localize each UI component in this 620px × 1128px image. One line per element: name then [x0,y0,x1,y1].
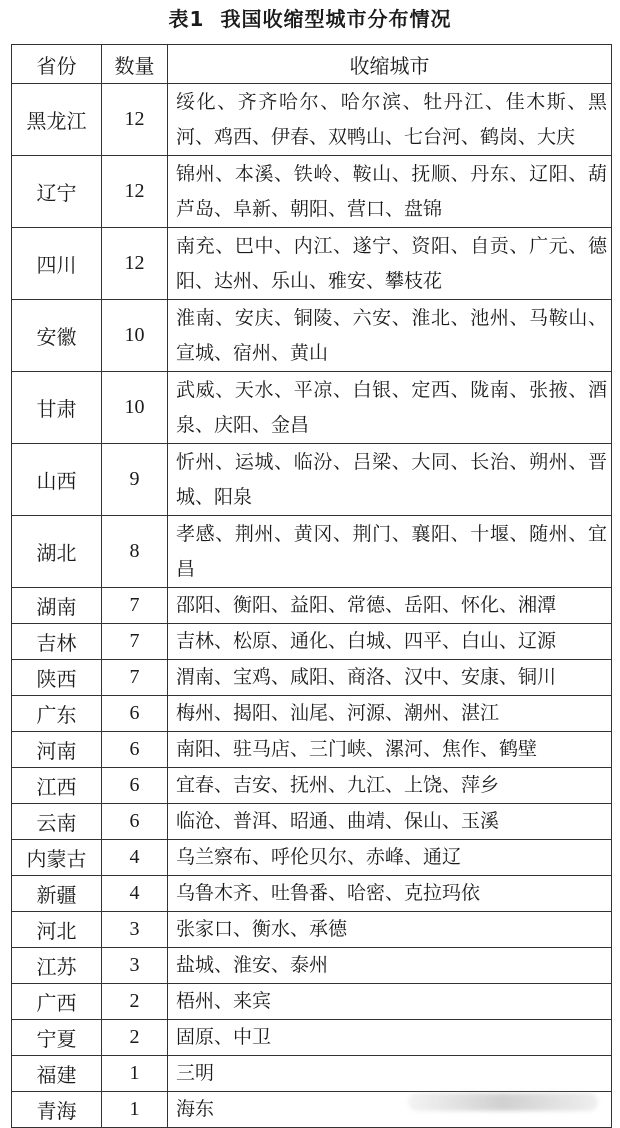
cities-cell: 邵阳、衡阳、益阳、常德、岳阳、怀化、湘潭 [168,588,612,624]
province-cell: 陕西 [12,660,102,696]
header-row [12,45,612,84]
table-caption [0,6,620,32]
province-cell: 山西 [12,444,102,516]
count-cell: 10 [102,372,168,444]
cities-cell: 梅州、揭阳、汕尾、河源、潮州、湛江 [168,696,612,732]
province-cell: 湖南 [12,588,102,624]
count-cell: 3 [102,948,168,984]
cities-cell: 梧州、来宾 [168,984,612,1020]
province-cell: 内蒙古 [12,840,102,876]
table-row [12,840,612,876]
table-row [12,372,612,444]
cities-cell: 乌兰察布、呼伦贝尔、赤峰、通辽 [168,840,612,876]
header-count: 数量 [102,45,168,84]
count-cell: 1 [102,1092,168,1128]
cities-cell: 临沧、普洱、昭通、曲靖、保山、玉溪 [168,804,612,840]
count-cell: 6 [102,696,168,732]
table-row [12,84,612,156]
count-cell: 12 [102,156,168,228]
count-cell: 1 [102,1056,168,1092]
table-number: 表1 [168,7,205,31]
table-row [12,588,612,624]
cities-cell: 渭南、宝鸡、咸阳、商洛、汉中、安康、铜川 [168,660,612,696]
cities-cell: 南充、巴中、内江、遂宁、资阳、自贡、广元、德阳、达州、乐山、雅安、攀枝花 [168,228,612,300]
cities-cell: 三明 [168,1056,612,1092]
header-province: 省份 [12,45,102,84]
count-cell: 3 [102,912,168,948]
province-cell: 青海 [12,1092,102,1128]
province-cell: 广西 [12,984,102,1020]
cities-cell: 海东 [168,1092,612,1128]
province-cell: 河南 [12,732,102,768]
province-cell: 吉林 [12,624,102,660]
province-cell: 广东 [12,696,102,732]
count-cell: 7 [102,588,168,624]
count-cell: 12 [102,228,168,300]
cities-cell: 绥化、齐齐哈尔、哈尔滨、牡丹江、佳木斯、黑河、鸡西、伊春、双鸭山、七台河、鹤岗、大庆 [168,84,612,156]
count-cell: 6 [102,732,168,768]
table-row [12,804,612,840]
table-row [12,444,612,516]
table-row [12,696,612,732]
table-row [12,948,612,984]
cities-cell: 固原、中卫 [168,1020,612,1056]
province-cell: 云南 [12,804,102,840]
table-row [12,516,612,588]
table-title: 我国收缩型城市分布情况 [220,7,452,31]
table-row [12,732,612,768]
cities-cell: 盐城、淮安、泰州 [168,948,612,984]
table-row [12,1020,612,1056]
count-cell: 2 [102,984,168,1020]
province-cell: 辽宁 [12,156,102,228]
header-cities: 收缩城市 [168,45,612,84]
count-cell: 4 [102,876,168,912]
province-cell: 宁夏 [12,1020,102,1056]
province-cell: 河北 [12,912,102,948]
province-cell: 甘肃 [12,372,102,444]
blurred-watermark [408,1093,598,1111]
cities-cell: 南阳、驻马店、三门峡、漯河、焦作、鹤壁 [168,732,612,768]
province-cell: 四川 [12,228,102,300]
cities-cell: 武威、天水、平凉、白银、定西、陇南、张掖、酒泉、庆阳、金昌 [168,372,612,444]
table-row [12,660,612,696]
count-cell: 4 [102,840,168,876]
shrinking-cities-table [11,44,612,1128]
cities-cell: 宜春、吉安、抚州、九江、上饶、萍乡 [168,768,612,804]
province-cell: 新疆 [12,876,102,912]
table-row [12,300,612,372]
cities-cell: 忻州、运城、临汾、吕梁、大同、长治、朔州、晋城、阳泉 [168,444,612,516]
province-cell: 福建 [12,1056,102,1092]
table-row [12,624,612,660]
count-cell: 8 [102,516,168,588]
cities-cell: 吉林、松原、通化、白城、四平、白山、辽源 [168,624,612,660]
count-cell: 6 [102,804,168,840]
province-cell: 江西 [12,768,102,804]
table-row [12,156,612,228]
count-cell: 9 [102,444,168,516]
count-cell: 7 [102,624,168,660]
count-cell: 6 [102,768,168,804]
cities-cell: 淮南、安庆、铜陵、六安、淮北、池州、马鞍山、宣城、宿州、黄山 [168,300,612,372]
province-cell: 黑龙江 [12,84,102,156]
cities-cell: 孝感、荆州、黄冈、荆门、襄阳、十堰、随州、宜昌 [168,516,612,588]
province-cell: 湖北 [12,516,102,588]
count-cell: 7 [102,660,168,696]
count-cell: 2 [102,1020,168,1056]
table-row [12,228,612,300]
table-row [12,876,612,912]
cities-cell: 乌鲁木齐、吐鲁番、哈密、克拉玛依 [168,876,612,912]
cities-cell: 锦州、本溪、铁岭、鞍山、抚顺、丹东、辽阳、葫芦岛、阜新、朝阳、营口、盘锦 [168,156,612,228]
cities-cell: 张家口、衡水、承德 [168,912,612,948]
table-row [12,768,612,804]
table-row [12,912,612,948]
table-row [12,1056,612,1092]
count-cell: 10 [102,300,168,372]
province-cell: 江苏 [12,948,102,984]
count-cell: 12 [102,84,168,156]
table-row [12,984,612,1020]
province-cell: 安徽 [12,300,102,372]
